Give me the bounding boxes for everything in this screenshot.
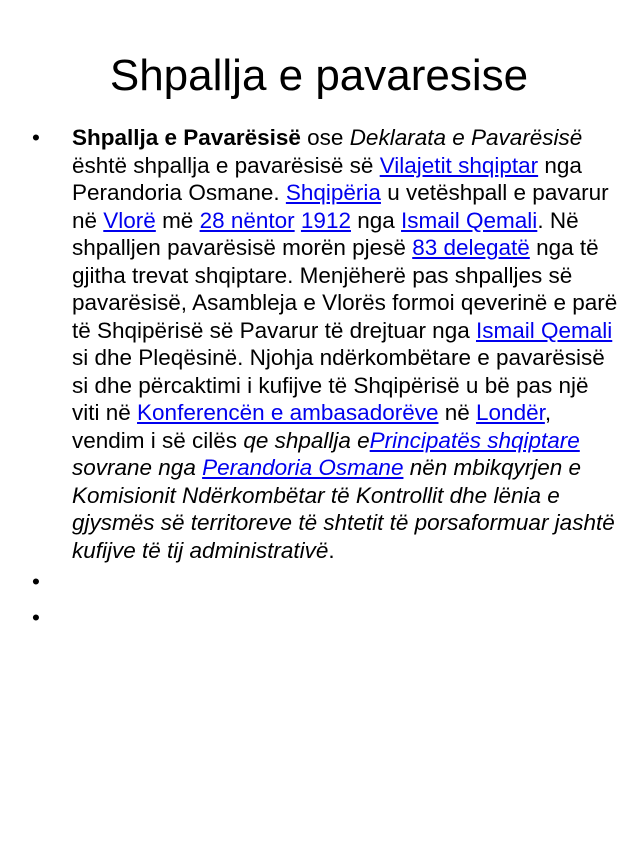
- text-run: u vetëshpall e pavarur në: [72, 180, 609, 233]
- link-londer[interactable]: Londër: [476, 400, 545, 425]
- link-konferenca-ambasadoreve[interactable]: Konferencën e ambasadorëve: [137, 400, 439, 425]
- link-perandoria-osmane[interactable]: Perandoria Osmane: [202, 455, 404, 480]
- bullet-icon: •: [32, 569, 40, 594]
- text-run: është shpallja e pavarësisë së: [72, 152, 380, 178]
- text-run: në: [438, 400, 477, 425]
- text-run: nga të gjitha trevat shqiptare. Menjëherë pas shpalljes së pavarësisë, Asambleja e Vlorës formoi qeverinë e parë të Shqipërisë së Pavarur të drejtuar nga: [72, 235, 618, 343]
- bullet-item-empty: [32, 564, 622, 600]
- bullet-icon: •: [32, 125, 40, 150]
- link-shqiperia[interactable]: Shqipëria: [285, 180, 381, 205]
- text-run: nga: [350, 207, 402, 233]
- bullet-item-main: [32, 124, 622, 564]
- link-principata-shqiptare[interactable]: Principatës shqiptare: [369, 427, 580, 453]
- bullet-list: [32, 124, 622, 636]
- text-run: ose: [300, 125, 350, 150]
- link-28-nentor[interactable]: 28 nëntor: [199, 207, 295, 233]
- italic-run: sovrane nga: [72, 455, 203, 480]
- text-run: nga Perandoria Osmane.: [72, 152, 582, 205]
- slide-content: [32, 124, 622, 636]
- bullet-icon: •: [32, 605, 40, 630]
- link-vilajetit-shqiptar[interactable]: Vilajetit shqiptar: [379, 152, 539, 178]
- text-run: .: [328, 537, 335, 563]
- link-ismail-qemali[interactable]: Ismail Qemali: [401, 207, 538, 233]
- link-ismail-qemali-2[interactable]: Ismail Qemali: [475, 317, 613, 343]
- text-run: më: [155, 207, 200, 233]
- bold-term: Shpallja e Pavarësisë: [72, 125, 301, 150]
- italic-run: nën mbikqyrjen e Komisionit Ndërkombëtar të Kontrollit dhe lënia e gjysmës së territoreve të shtetit të porsaformuar jashtë kufijve të tij administrativë: [72, 455, 615, 563]
- paragraph-text: [72, 125, 617, 563]
- text-run: si dhe Pleqësinë. Njohja ndërkombëtare e pavarësisë si dhe përcaktimi i kufijve të Shqipërisë u bë pas një viti në: [72, 345, 605, 425]
- link-83-delegate[interactable]: 83 delegatë: [412, 235, 530, 260]
- slide-title: Shpallja e pavaresise: [109, 51, 529, 100]
- italic-term: Deklarata e Pavarësisë: [349, 125, 583, 150]
- text-run: . Në shpalljen pavarësisë morën pjesë: [72, 207, 579, 260]
- text-run: , vendim i së cilës: [72, 400, 552, 453]
- italic-run: qe shpallja e: [243, 427, 370, 453]
- bullet-item-empty: [32, 600, 622, 636]
- link-1912[interactable]: 1912: [300, 207, 351, 233]
- link-vlore[interactable]: Vlorë: [103, 207, 156, 233]
